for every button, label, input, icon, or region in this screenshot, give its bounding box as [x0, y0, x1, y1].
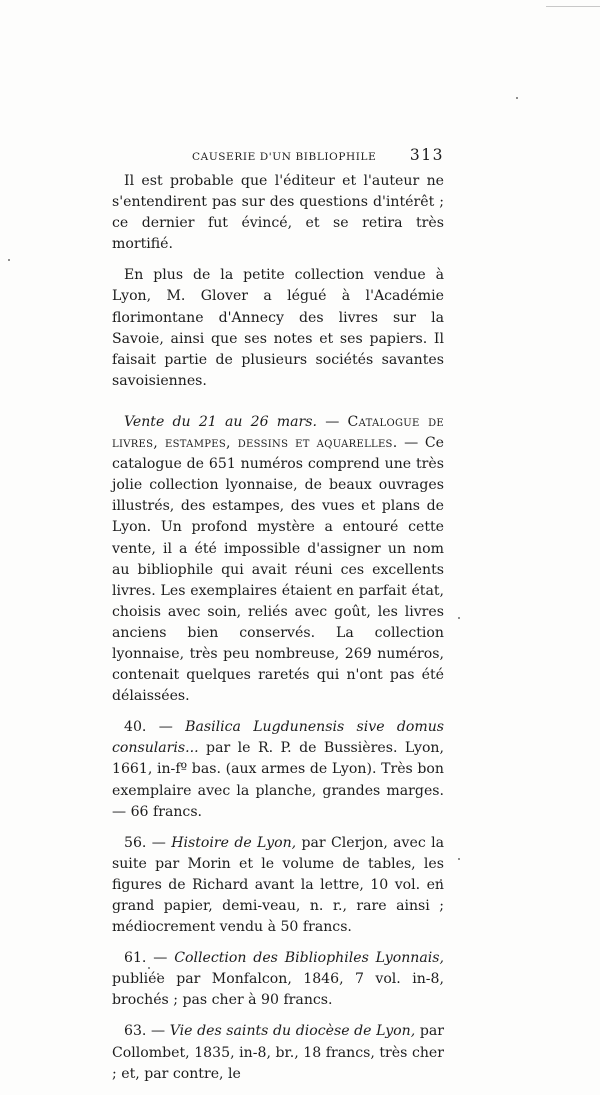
- catalogue-title: Catalogue de livres, estampes, dessins et aquarelles.: [112, 413, 444, 452]
- paragraph-publisher-dispute: Il est probable que l'éditeur et l'auteur ne s'entendirent pas sur des questions d'intérêt ; ce dernier fut évincé, et se retira très mortifié.: [112, 173, 444, 253]
- paragraph-sale-description: [112, 412, 444, 707]
- entry-number: 63. —: [124, 1023, 170, 1040]
- catalogue-entry-40: [112, 717, 444, 822]
- sale-dash: —: [317, 413, 348, 430]
- paper-speck: [458, 617, 460, 619]
- sale-date: Vente du 21 au 26 mars.: [124, 413, 317, 430]
- running-head: [112, 146, 444, 168]
- catalogue-entry-61: [112, 948, 444, 1011]
- entry-title: Histoire de Lyon,: [171, 834, 297, 851]
- entry-number: 61. —: [124, 950, 175, 967]
- entry-details: par Collombet, 1835, in-8, br., 18 francs, très cher ; et, par contre, le: [112, 1023, 444, 1082]
- paragraph-glover-bequest: En plus de la petite collection vendue à Lyon, M. Glover a légué à l'Académie florimontane d'Annecy des livres sur la Savoie, ainsi que ses notes et ses papiers. Il faisait partie de plusieurs sociétés savantes savoisiennes.: [112, 267, 444, 389]
- book-page: [112, 146, 444, 1095]
- paper-speck: [8, 259, 10, 261]
- entry-title: Collection des Bibliophiles Lyonnais,: [174, 950, 444, 967]
- entry-details: par Clerjon, avec la suite par Morin et le volume de tables, les figures de Richard avant la lettre, 10 vol. en grand papier, demi-veau, n. r., rare ainsi ; médiocrement vendu à 50 francs.: [112, 834, 444, 936]
- entry-details: par le R. P. de Bussières. Lyon, 1661, in-fº bas. (aux armes de Lyon). Très bon exemplaire avec la planche, grandes marges. — 66 francs.: [112, 740, 444, 820]
- catalogue-entry-56: [112, 833, 444, 938]
- sale-body: — Ce catalogue de 651 numéros comprend une très jolie collection lyonnaise, de beaux ouvrages illustrés, des estampes, des vues et plans de Lyon. Un profond mystère a entouré cette vente, il a été impossible d'assigner un nom au bibliophile qui avait réuni ces excellents livres. Les exemplaires étaient en parfait état, choisis avec soin, reliés avec goût, les livres anciens bien conservés. La collection lyonnaise, très peu nombreuse, 269 numéros, contenait quelques raretés qui n'ont pas été délaissées.: [112, 435, 444, 705]
- corner-rule: [546, 6, 600, 7]
- entry-title: Basilica Lugdunensis sive domus consularis...: [112, 719, 445, 757]
- catalogue-entry-63: [112, 1021, 444, 1084]
- entry-number: 56. —: [124, 834, 172, 851]
- paper-speck: [516, 97, 518, 99]
- entry-number: 40. —: [124, 719, 186, 736]
- entry-title: Vie des saints du diocèse de Lyon,: [169, 1023, 416, 1040]
- entry-details: publiée par Monfalcon, 1846, 7 vol. in-8, brochés ; pas cher à 90 francs.: [112, 971, 444, 1009]
- running-head-title: CAUSERIE D'UN BIBLIOPHILE: [192, 151, 377, 163]
- paper-speck: [458, 858, 460, 860]
- page-number: 313: [409, 146, 444, 164]
